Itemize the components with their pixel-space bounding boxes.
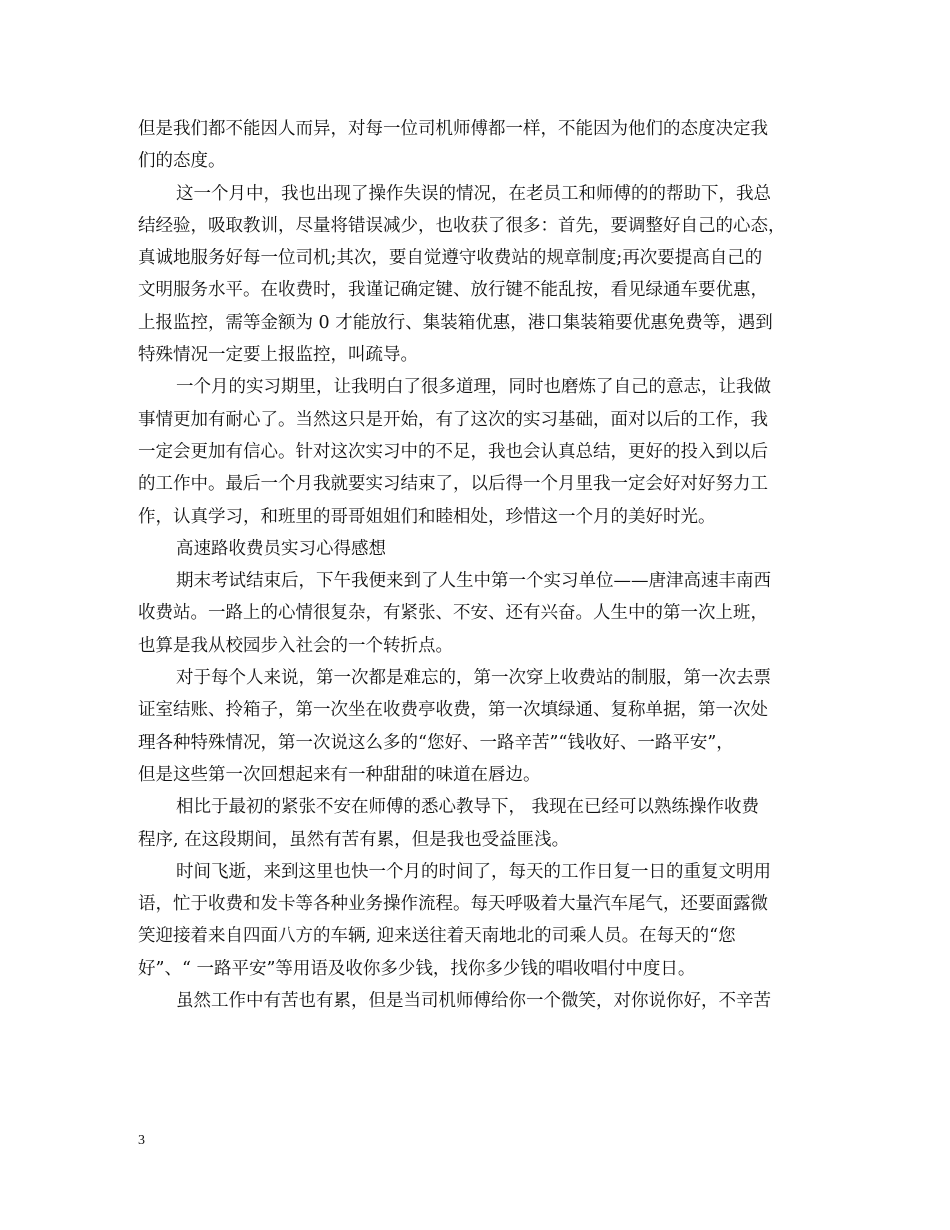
text-line: 程序, 在这段期间，虽然有苦有累，但是我也受益匪浅。 <box>138 829 570 850</box>
text-line: 上报监控，需等金额为 0 才能放行、集装箱优惠，港口集装箱要优惠免费等，遇到 <box>138 312 773 333</box>
text-line: 事情更加有耐心了。当然这只是开始，有了这次的实习基础，面对以后的工作，我 <box>138 409 768 430</box>
text-line: 作，认真学习，和班里的哥哥姐姐们和睦相处，珍惜这一个月的美好时光。 <box>138 506 716 527</box>
paragraph-start-line: 相比于最初的紧张不安在师傅的悉心教导下， 我现在已经可以熟练操作收费 <box>176 797 760 818</box>
paragraph-start-line: 虽然工作中有苦也有累，但是当司机师傅给你一个微笑，对你说你好，不辛苦 <box>176 991 771 1012</box>
text-line: 收费站。一路上的心情很复杂，有紧张、不安、还有兴奋。人生中的第一次上班， <box>138 603 768 624</box>
section-heading: 高速路收费员实习心得感想 <box>176 538 386 559</box>
text-line: 们的态度。 <box>138 151 226 172</box>
body-text <box>138 113 818 1017</box>
paragraph-start-line: 期末考试结束后，下午我便来到了人生中第一个实习单位——唐津高速丰南西 <box>176 571 771 592</box>
text-line: 但是这些第一次回想起来有一种甜甜的味道在唇边。 <box>138 764 541 785</box>
paragraph-start-line: 一个月的实习期里，让我明白了很多道理，同时也磨炼了自己的意志，让我做 <box>176 377 771 398</box>
text-line: 也算是我从校园步入社会的一个转折点。 <box>138 635 453 656</box>
text-line: 理各种特殊情况，第一次说这么多的“您好、一路辛苦”“钱收好、一路平安”， <box>138 732 734 753</box>
paragraph-start-line: 对于每个人来说，第一次都是难忘的，第一次穿上收费站的制服，第一次去票 <box>176 668 771 689</box>
text-line: 的工作中。最后一个月我就要实习结束了，以后得一个月里我一定会好对好努力工 <box>138 474 768 495</box>
paragraph-start-line: 这一个月中，我也出现了操作失误的情况，在老员工和师傅的的帮助下，我总 <box>176 183 771 204</box>
text-line: 好”、“ 一路平安”等用语及收你多少钱，找你多少钱的唱收唱付中度日。 <box>138 958 696 979</box>
text-line: 但是我们都不能因人而异，对每一位司机师傅都一样，不能因为他们的态度决定我 <box>138 119 768 139</box>
text-line: 语，忙于收费和发卡等各种业务操作流程。每天呼吸着大量汽车尾气，还要面露微 <box>138 894 768 915</box>
text-line: 证室结账、拎箱子，第一次坐在收费亭收费，第一次填绿通、复称单据，第一次处 <box>138 700 768 721</box>
text-line: 一定会更加有信心。针对这次实习中的不足，我也会认真总结，更好的投入到以后 <box>138 441 768 462</box>
text-line: 笑迎接着来自四面八方的车辆, 迎来送往着天南地北的司乘人员。在每天的“您 <box>138 926 736 947</box>
paragraph-start-line: 时间飞逝，来到这里也快一个月的时间了，每天的工作日复一日的重复文明用 <box>176 861 771 882</box>
page-number: 3 <box>138 1133 145 1148</box>
text-line: 特殊情况一定要上报监控，叫疏导。 <box>138 345 418 366</box>
text-line: 结经验，吸取教训，尽量将错误减少，也收获了很多：首先，要调整好自己的心态， <box>138 215 786 236</box>
text-line: 真诚地服务好每一位司机;其次，要自觉遵守收费站的规章制度;再次要提高自己的 <box>138 248 763 269</box>
text-line: 文明服务水平。在收费时，我谨记确定键、放行键不能乱按，看见绿通车要优惠， <box>138 280 768 301</box>
